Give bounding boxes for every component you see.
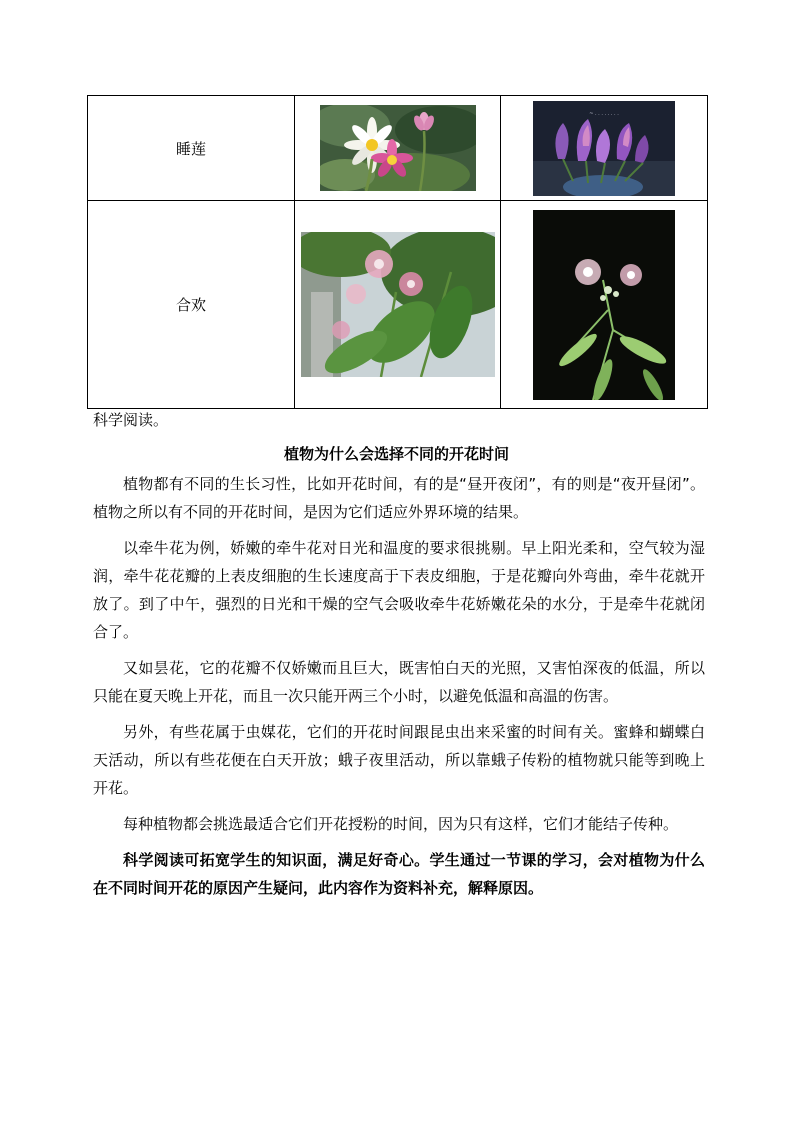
silk-tree-night-photo: [533, 210, 675, 400]
flower-name: 合欢: [175, 296, 206, 314]
flower-name-cell: [88, 96, 295, 201]
day-photo-cell: [295, 201, 501, 409]
table-row: [88, 201, 708, 409]
article-title: 植物为什么会选择不同的开花时间: [283, 445, 509, 463]
silk-tree-day-photo: [301, 232, 495, 377]
section-label: 科学阅读。: [93, 411, 169, 429]
svg-text:~ . . . . . . . .: ~ . . . . . . . .: [589, 110, 619, 117]
article-body: [93, 470, 705, 902]
flower-name: 睡莲: [175, 139, 206, 158]
teaching-note: 科学阅读可拓宽学生的知识面，满足好奇心。学生通过一节课的学习，会对植物为什么在不同时间开花的原因产生疑问，此内容作为资料补充，解释原因。: [93, 851, 705, 897]
article-paragraph: 又如昙花，它的花瓣不仅娇嫩而且巨大，既害怕白天的光照，又害怕深夜的低温，所以只能在夏天晚上开花，而且一次只能开两三个小时，以避免低温和高温的伤害。: [93, 659, 705, 705]
night-photo-cell: [501, 201, 708, 409]
flower-table: [87, 95, 708, 409]
day-photo-cell: [295, 96, 501, 201]
article-paragraph: 植物都有不同的生长习性，比如开花时间，有的是“昼开夜闭”，有的则是“夜开昼闭”。植物之所以有不同的开花时间，是因为它们适应外界环境的结果。: [93, 475, 705, 521]
article-paragraph: 另外，有些花属于虫媒花，它们的开花时间跟昆虫出来采蜜的时间有关。蜜蜂和蝴蝶白天活动，所以有些花便在白天开放；蛾子夜里活动，所以靠蛾子传粉的植物就只能等到晚上开花。: [93, 723, 705, 797]
table-row: [88, 96, 708, 201]
article-paragraph: 以牵牛花为例，娇嫩的牵牛花对日光和温度的要求很挑剔。早上阳光柔和，空气较为湿润，牵牛花花瓣的上表皮细胞的生长速度高于下表皮细胞，于是花瓣向外弯曲，牵牛花就开放了。到了中午，强烈的日光和干燥的空气会吸收牵牛花娇嫩花朵的水分，于是牵牛花就闭合了。: [93, 539, 705, 641]
water-lily-night-photo: [533, 101, 675, 196]
flower-name-cell: [88, 201, 295, 409]
water-lily-day-photo: [320, 105, 476, 191]
article-paragraph: 每种植物都会挑选最适合它们开花授粉的时间，因为只有这样，它们才能结子传种。: [123, 815, 679, 833]
night-photo-cell: [501, 96, 708, 201]
